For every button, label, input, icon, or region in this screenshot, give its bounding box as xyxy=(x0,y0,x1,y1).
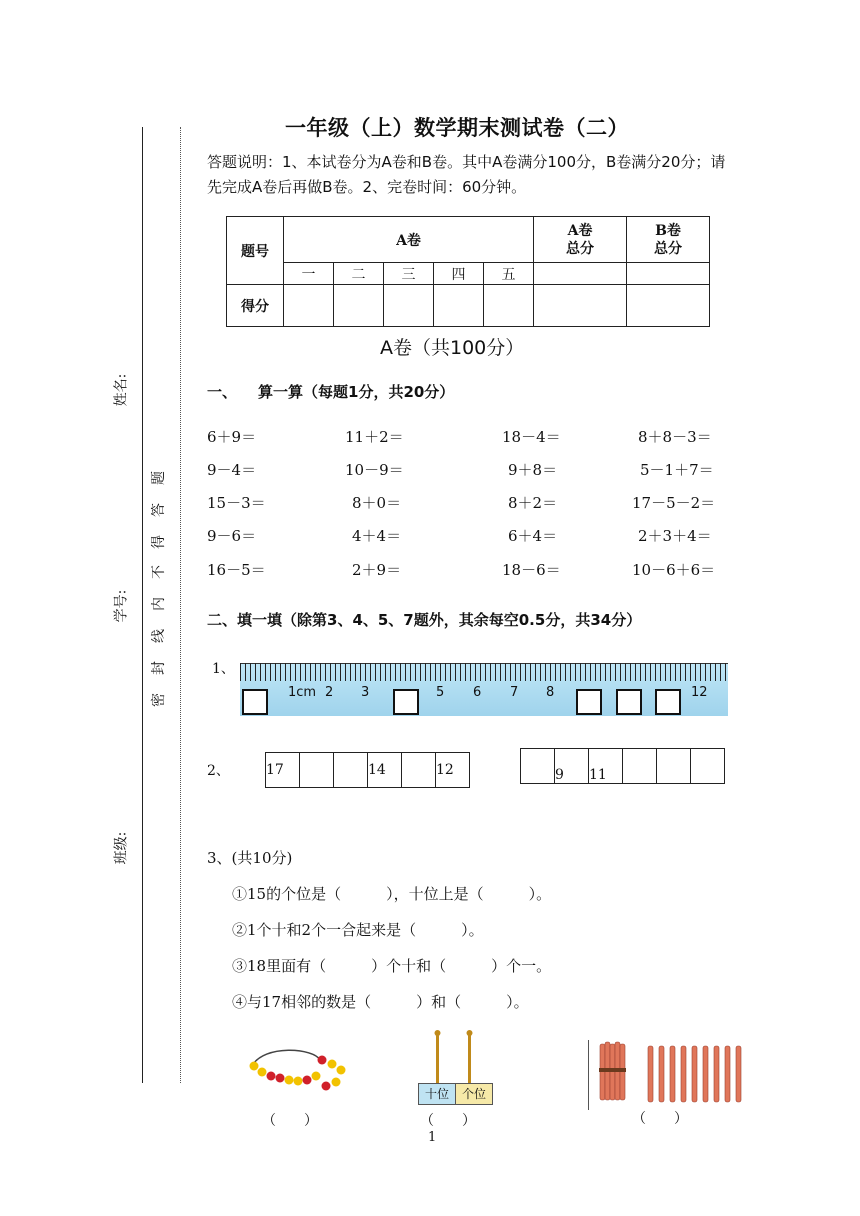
ruler-label: 5 xyxy=(436,685,445,700)
score-cell[interactable] xyxy=(534,285,627,327)
calc-item: 18－6＝ xyxy=(502,561,561,579)
abacus-picture xyxy=(416,1030,496,1086)
abacus-ones-label: 个位 xyxy=(455,1083,493,1105)
part1-number: 一、 xyxy=(207,383,238,401)
part-header: 一 xyxy=(284,263,334,285)
sequence-cell[interactable] xyxy=(334,753,368,788)
calc-item: 9－4＝ xyxy=(207,461,257,479)
score-cell[interactable] xyxy=(384,285,434,327)
sequence-cell[interactable]: 11 xyxy=(589,749,623,784)
class-label: 班级: xyxy=(113,831,130,865)
calc-item: 8＋0＝ xyxy=(352,494,402,512)
sequence-cell[interactable]: 17 xyxy=(266,753,300,788)
seal-char: 线 xyxy=(151,629,167,643)
part1-heading: 算一算（每题1分，共20分） xyxy=(258,383,455,401)
score-cell[interactable] xyxy=(334,285,384,327)
ruler-label: 3 xyxy=(361,685,370,700)
student-number-label: 学号: xyxy=(113,589,130,623)
number-sequence-2 xyxy=(520,748,725,784)
ruler-label: 8 xyxy=(546,685,555,700)
sticks-answer-blank[interactable]: （ ） xyxy=(632,1111,688,1127)
part2-heading: 二、填一填（除第3、4、5、7题外，其余每空0.5分，共34分） xyxy=(207,611,642,629)
q3-title: 3、(共10分) xyxy=(207,849,293,867)
sequence-cell[interactable] xyxy=(691,749,725,784)
calc-item: 17－5－2＝ xyxy=(632,494,716,512)
score-row-label: 得分 xyxy=(227,285,284,327)
abacus-answer-blank[interactable]: （ ） xyxy=(420,1113,476,1129)
ruler-ticks xyxy=(240,663,728,681)
sequence-cell[interactable] xyxy=(623,749,657,784)
calc-item: 9－6＝ xyxy=(207,527,257,545)
seal-char: 不 xyxy=(151,565,167,579)
sequence-cell[interactable] xyxy=(657,749,691,784)
seal-char: 内 xyxy=(151,597,167,611)
calc-item: 8＋8－3＝ xyxy=(638,428,712,446)
calc-item: 6＋4＝ xyxy=(508,527,558,545)
calc-item: 8＋2＝ xyxy=(508,494,558,512)
seal-char: 密 xyxy=(151,693,167,707)
ruler-answer-box[interactable] xyxy=(242,689,268,715)
score-cell[interactable] xyxy=(434,285,484,327)
page-title: 一年级（上）数学期末测试卷（二） xyxy=(285,116,629,140)
ruler-label: 2 xyxy=(325,685,334,700)
seal-char: 答 xyxy=(151,503,167,517)
ruler-label: 6 xyxy=(473,685,482,700)
ruler-answer-box[interactable] xyxy=(655,689,681,715)
score-table xyxy=(226,216,710,327)
b-total-header: B卷 总分 xyxy=(627,217,710,263)
calc-item: 11＋2＝ xyxy=(345,428,404,446)
a-paper-header: A卷 xyxy=(284,217,534,263)
score-cell[interactable] xyxy=(484,285,534,327)
calc-item: 5－1＋7＝ xyxy=(640,461,714,479)
sequence-cell[interactable]: 14 xyxy=(368,753,402,788)
q3-item: ③18里面有（ ）个十和（ ）个一。 xyxy=(232,957,552,975)
q3-item: ①15的个位是（ ），十位上是（ ）。 xyxy=(232,885,552,903)
part-header: 二 xyxy=(334,263,384,285)
score-cell[interactable] xyxy=(284,285,334,327)
instructions: 答题说明：1、本试卷分为A卷和B卷。其中A卷满分100分，B卷满分20分；请先完成A卷后再做B卷。2、完卷时间：60分钟。 xyxy=(207,153,726,196)
ruler-label: 1cm xyxy=(288,685,317,700)
ruler-label: 7 xyxy=(510,685,519,700)
abacus-tens-label: 十位 xyxy=(418,1083,456,1105)
a-total-cell xyxy=(534,263,627,285)
ruler-answer-box[interactable] xyxy=(616,689,642,715)
q3-item: ④与17相邻的数是（ ）和（ ）。 xyxy=(232,993,529,1011)
seal-char: 封 xyxy=(151,661,167,675)
b-total-cell xyxy=(627,263,710,285)
calc-item: 15－3＝ xyxy=(207,494,266,512)
calc-item: 9＋8＝ xyxy=(508,461,558,479)
sequence-cell[interactable] xyxy=(402,753,436,788)
sequence-cell[interactable]: 9 xyxy=(555,749,589,784)
q1-label: 1、 xyxy=(212,661,235,677)
q2-label: 2、 xyxy=(207,763,230,779)
q3-item: ②1个十和2个一合起来是（ ）。 xyxy=(232,921,484,939)
calc-item: 10－6＋6＝ xyxy=(632,561,716,579)
margin-dotted-line xyxy=(180,127,181,1083)
ruler-label: 12 xyxy=(691,685,708,700)
seal-char: 得 xyxy=(151,535,167,549)
picture-divider xyxy=(588,1040,589,1110)
section-a-title: A卷（共100分） xyxy=(380,337,525,359)
part-header: 三 xyxy=(384,263,434,285)
a-total-header: A卷 总分 xyxy=(534,217,627,263)
number-sequence-1 xyxy=(265,752,470,788)
name-label: 姓名: xyxy=(113,373,130,407)
calc-item: 18－4＝ xyxy=(502,428,561,446)
sequence-cell[interactable]: 12 xyxy=(436,753,470,788)
sequence-cell[interactable] xyxy=(300,753,334,788)
calc-item: 16－5＝ xyxy=(207,561,266,579)
bead-answer-blank[interactable]: （ ） xyxy=(262,1113,318,1129)
ruler-answer-box[interactable] xyxy=(576,689,602,715)
calc-item: 2＋3＋4＝ xyxy=(638,527,712,545)
margin-solid-line xyxy=(142,127,143,1083)
seal-char: 题 xyxy=(151,471,167,485)
part-header: 五 xyxy=(484,263,534,285)
calc-item: 2＋9＝ xyxy=(352,561,402,579)
page-number: 1 xyxy=(428,1130,437,1145)
sequence-cell[interactable] xyxy=(521,749,555,784)
ruler-answer-box[interactable] xyxy=(393,689,419,715)
calc-item: 10－9＝ xyxy=(345,461,404,479)
item-number-header: 题号 xyxy=(227,217,284,285)
calc-item: 4＋4＝ xyxy=(352,527,402,545)
calc-item: 6＋9＝ xyxy=(207,428,257,446)
bead-string-picture xyxy=(244,1044,350,1096)
score-cell[interactable] xyxy=(627,285,710,327)
counting-sticks-picture xyxy=(596,1040,746,1104)
part-header: 四 xyxy=(434,263,484,285)
